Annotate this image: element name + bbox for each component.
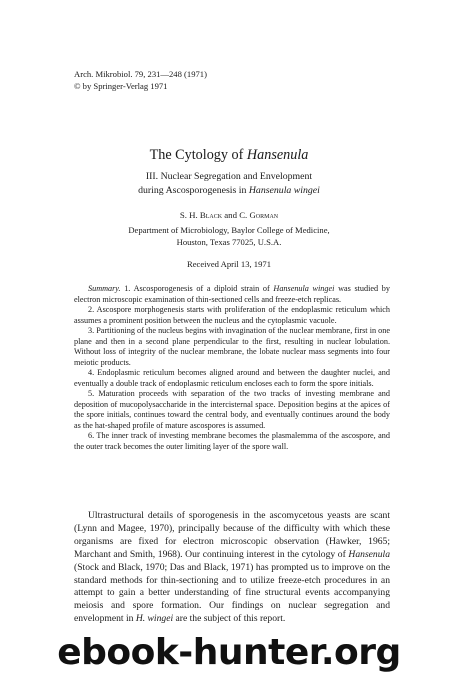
- summary-label: Summary.: [88, 284, 121, 293]
- body-text: are the subject of this report.: [173, 613, 286, 625]
- body-text: (Stock and Black, 1970; Das and Black, 1971) has prompted us to improve on the standard methods for thin-sectioning and to utilize freeze-etch procedures in an attempt to gain a better understanding of fine structural events accompanying meiosis and spore formation. Our findings on nuclear segregation and envelopment in: [74, 561, 390, 625]
- subtitle-species: Hansenula wingei: [248, 184, 320, 196]
- summary-text: 1. Ascosporogenesis of a diploid strain of: [120, 284, 274, 293]
- paper-subtitle: [0, 170, 458, 197]
- author-first: S. H. Black: [179, 210, 223, 220]
- summary-section: [74, 284, 390, 452]
- authors: [0, 210, 458, 220]
- body-text: Ultrastructural details of sporogenesis in the ascomycetous yeasts are scant (Lynn and Magee, 1970), principally because of the difficulty with which these organisms are fixed for electron microscopic observation (Hawker, 1965; Marchant and Smith, 1968). Our continuing interest in the cytology of: [74, 510, 390, 560]
- journal-citation: Arch. Mikrobiol. 79, 231—248 (1971): [74, 69, 207, 79]
- watermark: ebook-hunter.org: [57, 632, 401, 673]
- body-species: H. wingei: [135, 613, 174, 625]
- author-conjunction: and: [222, 210, 240, 220]
- journal-header: [74, 68, 207, 92]
- summary-item-1: [74, 284, 390, 305]
- summary-item-6: 6. The inner track of investing membrane becomes the plasmalemma of the ascospore, and the outer track becomes the outer limiting layer of the spore wall.: [74, 431, 390, 451]
- summary-item-2: 2. Ascospore morphogenesis starts with proliferation of the endoplasmic reticulum which assumes a prominent position between the nucleus and the cytoplasmic vacuole.: [74, 305, 390, 325]
- summary-item-3: 3. Partitioning of the nucleus begins with invagination of the nuclear membrane, first in one plane and then in a second plane perpendicular to the first, resulting in nuclear lobulation. Without loss of integrity of the nuclear membrane, the lobate nuclear mass segments into four meiotic products.: [74, 326, 390, 367]
- title-prefix: The Cytology of: [149, 147, 247, 163]
- title-genus: Hansenula: [246, 147, 309, 163]
- summary-species: Hansenula wingei: [273, 284, 335, 293]
- summary-text: was studied by electron microscopic examination of thin-sectioned cells and freeze-etch replicas.: [74, 284, 390, 304]
- affiliation: [0, 225, 458, 248]
- body-paragraph: [74, 510, 390, 626]
- paper-title: [0, 147, 458, 164]
- intro-paragraph: [74, 510, 390, 626]
- affiliation-line-2: Houston, Texas 77025, U.S.A.: [176, 236, 282, 247]
- subtitle-prefix: during Ascosporogenesis in: [138, 184, 249, 196]
- subtitle-line-2: [0, 184, 458, 198]
- subtitle-line-1: III. Nuclear Segregation and Envelopment: [145, 171, 313, 182]
- received-date: Received April 13, 1971: [186, 259, 271, 269]
- affiliation-line-1: Department of Microbiology, Baylor College of Medicine,: [128, 225, 330, 235]
- copyright-line: © by Springer-Verlag 1971: [74, 81, 168, 91]
- summary-item-5: 5. Maturation proceeds with separation of the two tracks of investing membrane and deposition of mucopolysaccharide in the intercisternal space. Deposition begins at the apices of the spore initials, continues toward the central body, and eventually continues around the body as the hat-shaped profile of mature ascospores is assumed.: [74, 389, 390, 430]
- author-second: C. Gorman: [239, 210, 279, 220]
- body-genus: Hansenula: [348, 548, 390, 560]
- summary-item-4: 4. Endoplasmic reticulum becomes aligned around and between the daughter nuclei, and eventually a double track of endoplasmic reticulum encloses each to form the spore initials.: [74, 368, 390, 388]
